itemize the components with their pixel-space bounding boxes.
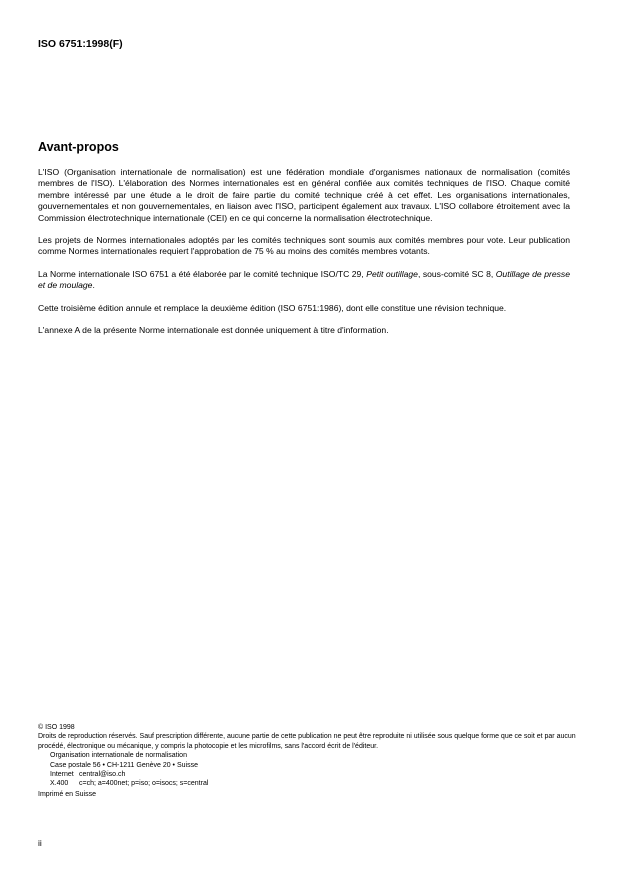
x400-contact [38,779,583,788]
foreword-paragraph-4: Cette troisième édition annule et remplace la deuxième édition (ISO 6751:1986), dont elle constitue une révision technique. [38,302,507,313]
foreword-paragraph-3 [38,269,570,292]
foreword-paragraph-1: L'ISO (Organisation internationale de normalisation) est une fédération mondiale d'organismes nationaux de normalisation (comités membres de l'ISO). L'élaboration des Normes internationales est en général confiée aux comités techniques de l'ISO. Chaque comité membre intéressé par une étude a le droit de faire partie du comité technique créé à cet effet. Les organisations internationales, gouvernementales et non gouvernementales, en liaison avec l'ISO, participent également aux travaux. L'ISO collabore étroitement avec la Commission électrotechnique internationale (CEI) en ce qui concerne la normalisation électrotechnique. [38,167,570,223]
rights-statement: Droits de reproduction réservés. Sauf prescription différente, aucune partie de cette publication ne peut être reproduite ni utilisée sous quelque forme que ce soit et par aucun procédé, électronique ou mécanique, y compris la photocopie et les microfilms, sans l'accord écrit de l'éditeur. [38,733,576,750]
foreword-paragraph-2: Les projets de Normes internationales adoptés par les comités techniques sont soumis aux comités membres pour vote. Leur publication comme Normes internationales requiert l'approbation de 75 % au moins des comités membres votants. [38,235,570,257]
document-identifier: ISO 6751:1998(F) [38,38,123,50]
internet-label: Internet [50,771,74,779]
subject-title-italic: Petit outillage [366,268,418,279]
foreword-body [38,167,570,336]
internet-email: central@iso.ch [79,771,126,779]
subcommittee-title-italic: Outillage de presse et de moulage [38,268,570,291]
paragraph-3-text-middle: , sous-comité SC 8, [417,268,496,279]
page-number: ii [38,838,42,848]
paragraph-3-text-start: La Norme internationale ISO 6751 a été élaborée par le comité technique ISO/TC 29, [38,268,367,279]
copyright-notice: © ISO 1998 [38,724,75,731]
paragraph-3-text-end: . [92,280,95,291]
organisation-name: Organisation internationale de normalisation [50,752,187,760]
printed-in: Imprimé en Suisse [38,790,96,798]
x400-label: X.400 [50,780,69,788]
postal-address: Case postale 56 • CH-1211 Genève 20 • Suisse [50,761,198,769]
foreword-title: Avant-propos [38,140,119,154]
copyright-block [38,723,583,799]
internet-contact [38,770,583,779]
x400-address: c=ch; a=400net; p=iso; o=isocs; s=central [79,780,209,788]
foreword-paragraph-5: L'annexe A de la présente Norme internationale est donnée uniquement à titre d'information. [38,325,389,336]
